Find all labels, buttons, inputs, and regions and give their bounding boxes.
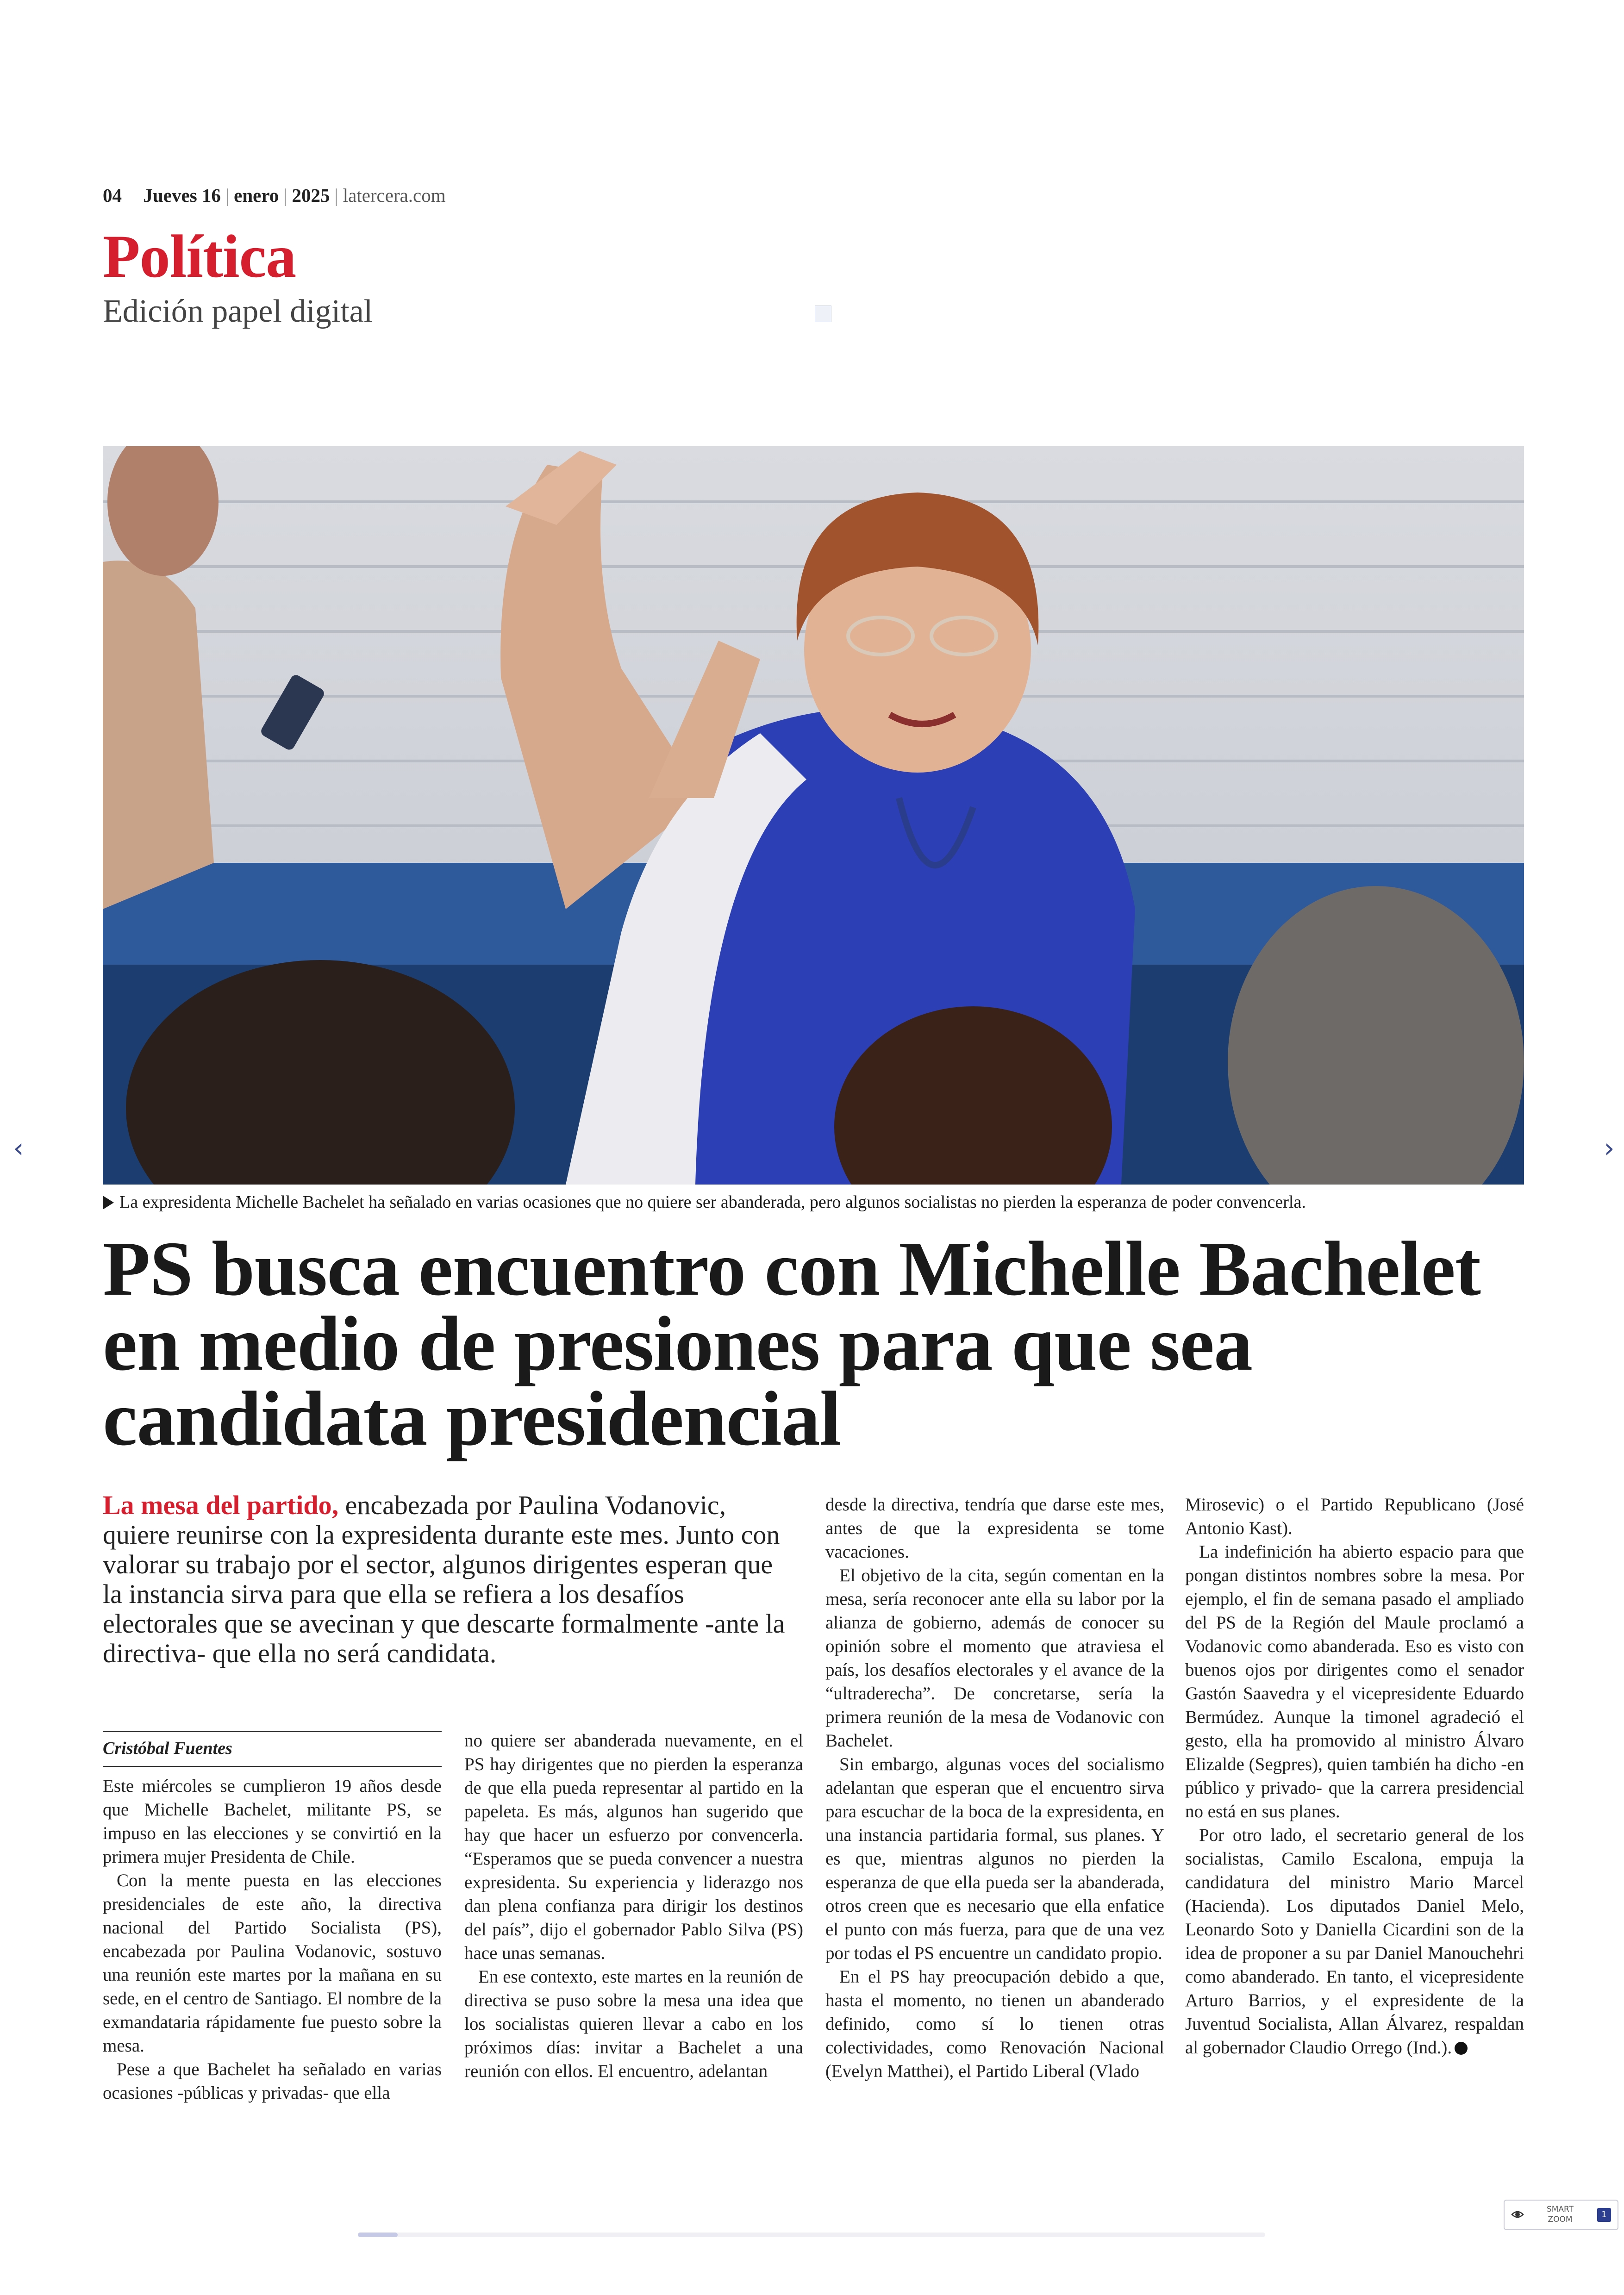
- byline-rule-top: [103, 1731, 442, 1732]
- paragraph: Por otro lado, el secretario general de los socialistas, Camilo Escalona, empuja la candidatura del ministro Mario Marcel (Hacienda). Los diputados Daniel Melo, Leonardo Soto y Daniella Cicardini son de la idea de proponer a su par Daniel Manouchehri como abanderado. En tanto, el vicepresidente Arturo Barrios, y el expresidente de la Juventud Socialista, Allan Álvarez, respaldan al gobernador Claudio Orrego (Ind.).: [1185, 1825, 1524, 2058]
- zoom-level-badge: 1: [1597, 2208, 1611, 2222]
- byline: Cristóbal Fuentes: [103, 1739, 232, 1758]
- smart-zoom-button[interactable]: [1504, 2200, 1618, 2230]
- page-scrollbar-thumb[interactable]: [358, 2233, 398, 2237]
- paragraph: Pese a que Bachelet ha señalado en varias ocasiones -públicas y privadas- que ella: [103, 2059, 442, 2103]
- paragraph: no quiere ser abanderada nuevamente, en el PS hay dirigentes que no pierden la esperanza de que ella pueda representar al partido en la papeleta. Es más, algunos han sugerido que hay que hacer un esfuerzo por convencerla. “Esperamos que se pueda convencer a nuestra expresidenta. Su experiencia y liderazgo nos dan plena confianza para dirigir los destinos del país”, dijo el gobernador Pablo Silva (PS) hace unas semanas.: [464, 1731, 803, 1963]
- paragraph: Mirosevic) o el Partido Republicano (José Antonio Kast).: [1185, 1495, 1524, 1538]
- article-lead: [103, 1491, 797, 1668]
- article-column-4: [1185, 1493, 1524, 2059]
- paragraph: La indefinición ha abierto espacio para que pongan distintos nombres sobre la mesa. Por ejemplo, el fin de semana pasado el ampliado del PS de la Región del Maule proclamó a Vodanovic como abanderada. Eso es visto con buenos ojos por dirigentes como el senador Gastón Saavedra y el vicepresidente Eduardo Bermúdez. Aunque la timonel agradeció el gesto, ella ha promovido al ministro Álvaro Elizalde (Segpres), quien también ha dicho -en público y privado- que la carrera presidencial no está en sus planes.: [1185, 1542, 1524, 1821]
- section-title: Política: [103, 222, 296, 290]
- paragraph: El objetivo de la cita, según comentan en la mesa, sería reconocer ante ella su labor por la alianza de gobierno, además de conocer su opinión sobre el momento que atraviesa el país, los desafíos electorales y el avance de la “ultraderecha”. De concretarse, sería la primera reunión de la mesa de Vodanovic con Bachelet.: [825, 1565, 1164, 1751]
- section-subtitle: Edición papel digital: [103, 293, 373, 329]
- paragraph: Con la mente puesta en las elecciones presidenciales de este año, la directiva nacional del Partido Socialista (PS), encabezada por Paulina Vodanovic, sostuvo una reunión este martes por la mañana en su sede, en el centro de Santiago. El nombre de la exmandataria rápidamente fue puesto sobre la mesa.: [103, 1871, 442, 2056]
- smart-zoom-label: SMART ZOOM: [1546, 2205, 1574, 2224]
- paragraph: En el PS hay preocupación debido a que, hasta el momento, no tienen un abanderado definido, como sí lo tienen otras colectividades, como Renovación Nacional (Evelyn Matthei), el Partido Liberal (Vlado: [825, 1967, 1164, 2081]
- article-column-2: [464, 1729, 803, 2083]
- lead-kicker: La mesa del partido,: [103, 1490, 339, 1520]
- article-headline: PS busca encuentro con Michelle Bachelet en medio de presiones para que sea candidata presidencial: [103, 1226, 1480, 1462]
- paragraph: En ese contexto, este martes en la reunión de directiva se puso sobre la mesa una idea que los socialistas quieren llevar a cabo en los próximos días: invitar a Bachelet a una reunión con ellos. El encuentro, adelantan: [464, 1967, 803, 2081]
- byline-rule-bottom: [103, 1766, 442, 1767]
- issue-month: enero: [234, 185, 279, 206]
- paragraph: desde la directiva, tendría que darse este mes, antes de que la expresidenta se tome vacaciones.: [825, 1495, 1164, 1562]
- photo-caption: La expresidenta Michelle Bachelet ha señalado en varias ocasiones que no quiere ser abanderada, pero algunos socialistas no pierden la esperanza de poder convencerla.: [103, 1192, 1524, 1212]
- masthead: 04 Jueves 16 | enero | 2025 | latercera.com: [103, 185, 446, 206]
- eye-icon: [1511, 2208, 1524, 2221]
- paragraph: Este miércoles se cumplieron 19 años desde que Michelle Bachelet, militante PS, se impuso en las elecciones y se convirtió en la primera mujer Presidenta de Chile.: [103, 1776, 442, 1867]
- article-column-3: [825, 1493, 1164, 2083]
- issue-year: 2025: [292, 185, 330, 206]
- page-marker-icon[interactable]: [815, 306, 831, 322]
- caption-triangle-icon: [103, 1196, 114, 1210]
- site-name: latercera.com: [343, 185, 446, 206]
- page-number: 04: [103, 185, 122, 206]
- end-of-article-icon: [1455, 2042, 1468, 2055]
- lead-text: encabezada por Paulina Vodanovic, quiere reunirse con la expresidenta durante este mes. Junto con valorar su trabajo por el sector, algunos dirigentes esperan que la instancia sirva para que ella se refiera a los desafíos electorales que se avecinan y que descarte formalmente -ante la directiva- que ella no será candidata.: [103, 1490, 785, 1668]
- issue-weekday: Jueves 16: [143, 185, 221, 206]
- chevron-left-icon[interactable]: ‹: [13, 1132, 24, 1164]
- page-scrollbar[interactable]: [358, 2233, 1265, 2237]
- chevron-right-icon[interactable]: ›: [1604, 1132, 1615, 1164]
- article-photo: [103, 446, 1524, 1185]
- article-column-1: [103, 1774, 442, 2105]
- paragraph: Sin embargo, algunas voces del socialismo adelantan que esperan que el encuentro sirva para escuchar de la boca de la expresidenta, en una instancia partidaria formal, sus planes. Y es que, mientras algunos no pierden la esperanza de que ella pueda ser la abanderada, otros creen que es necesario que ella enfatice el punto con más fuerza, para que de una vez por todas el PS encuentre un candidato propio.: [825, 1754, 1164, 1963]
